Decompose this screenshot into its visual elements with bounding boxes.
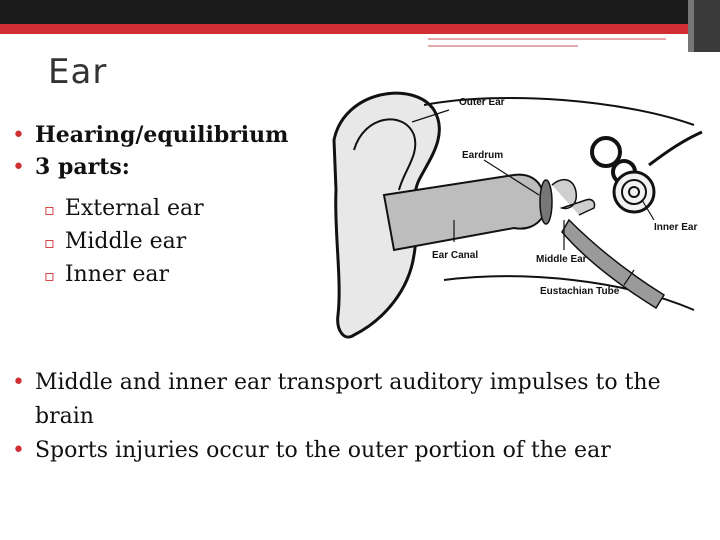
sub-bullet-list xyxy=(44,196,204,295)
top-bullet-list xyxy=(12,122,288,186)
bullet-text: Middle and inner ear transport auditory impulses to the brain xyxy=(34,370,661,429)
decorative-line xyxy=(428,45,578,47)
bullet-glyph: • xyxy=(12,123,25,148)
bullet-text: Sports injuries occur to the outer portion of the ear xyxy=(34,438,611,463)
sub-bullet-text: Inner ear xyxy=(64,262,170,287)
list-item xyxy=(44,196,204,221)
top-bar-red xyxy=(0,24,720,34)
top-bar-dark xyxy=(0,0,720,24)
list-item xyxy=(44,229,204,254)
sub-bullet-text: Middle ear xyxy=(64,229,187,254)
label-eardrum: Eardrum xyxy=(462,150,504,161)
bullet-glyph: • xyxy=(12,370,25,395)
list-item xyxy=(12,122,288,148)
sub-bullet-glyph: ▫ xyxy=(44,200,55,219)
sub-bullet-text: External ear xyxy=(64,196,204,221)
label-outer-ear: Outer Ear xyxy=(459,97,505,108)
cochlea-outer xyxy=(614,172,654,212)
ear-anatomy-diagram xyxy=(324,80,704,348)
list-item xyxy=(12,154,288,180)
label-middle-ear: Middle Ear xyxy=(536,254,587,265)
list-item xyxy=(12,366,702,434)
bullet-text: Hearing/equilibrium xyxy=(34,122,289,148)
decorative-line xyxy=(428,38,666,40)
sub-bullet-glyph: ▫ xyxy=(44,233,55,252)
top-bar-accent xyxy=(688,0,720,52)
list-item xyxy=(44,262,204,287)
bullet-glyph: • xyxy=(12,438,25,463)
label-ear-canal: Ear Canal xyxy=(432,250,479,261)
label-eustachian-tube: Eustachian Tube xyxy=(540,286,620,297)
bottom-bullet-list xyxy=(12,366,702,468)
sub-bullet-glyph: ▫ xyxy=(44,266,55,285)
slide-title: Ear xyxy=(48,52,108,92)
bullet-text: 3 parts: xyxy=(34,154,130,180)
eardrum-shape xyxy=(540,180,552,224)
list-item xyxy=(12,434,702,468)
label-inner-ear: Inner Ear xyxy=(654,222,698,233)
bullet-glyph: • xyxy=(12,155,25,180)
